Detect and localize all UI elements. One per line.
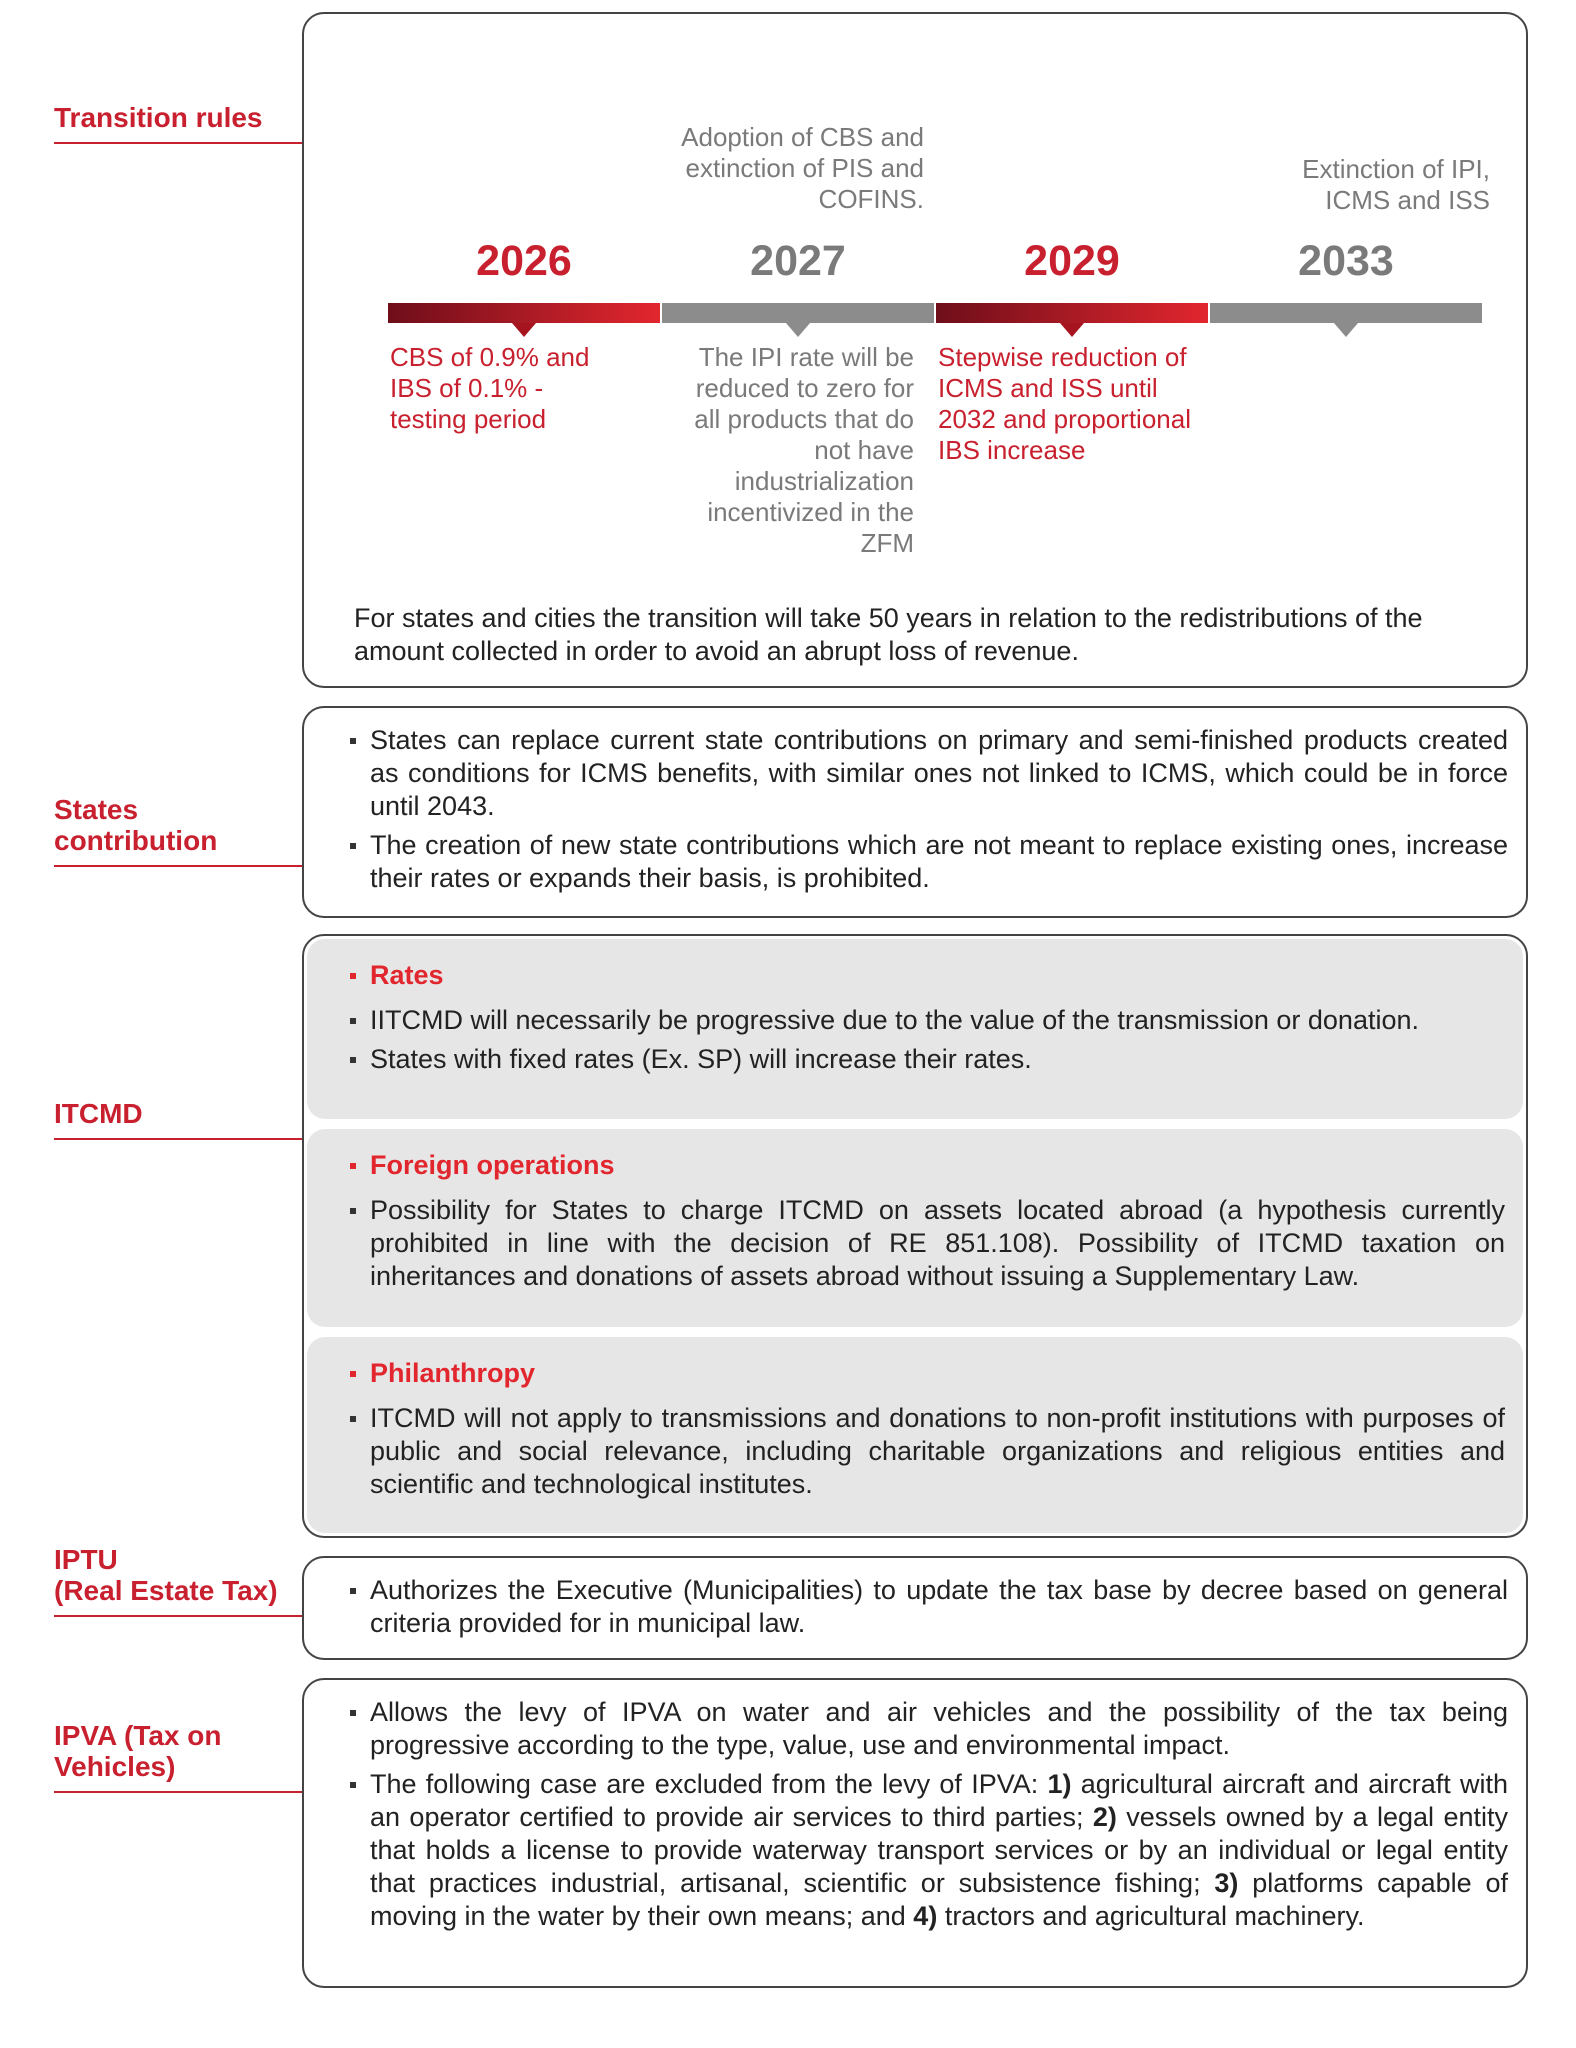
- transition-rules-box: [302, 12, 1528, 688]
- section-label-itcmd: [54, 1098, 302, 1140]
- itcmd-panel-rates: [307, 939, 1523, 1119]
- section-label-states-contribution: [54, 794, 302, 867]
- timeline-bar-2029: [936, 303, 1208, 323]
- list-item-number: 4): [913, 1901, 938, 1931]
- list-item-number: 1): [1047, 1769, 1072, 1799]
- states-bullet-list: [350, 724, 1508, 895]
- ipva-bullet-list: [350, 1696, 1508, 1933]
- timeline-marker: [512, 323, 536, 337]
- list-item-text: tractors and agricultural machinery.: [937, 1901, 1365, 1931]
- list-item-number: 3): [1214, 1868, 1239, 1898]
- timeline-note-2027: The IPI rate will be reduced to zero for all products that do not have industrialization incentivized in the ZFM: [694, 342, 914, 558]
- timeline-top-note-2033: Extinction of IPI, ICMS and ISS: [1302, 154, 1490, 215]
- iptu-bullet-list: [350, 1574, 1508, 1640]
- transition-footer-note: For states and cities the transition will take 50 years in relation to the redistributions of the amount collected in order to avoid an abrupt loss of revenue.: [354, 603, 1423, 666]
- list-item: Authorizes the Executive (Municipalities) to update the tax base by decree based on general criteria provided for in municipal law.: [350, 1574, 1508, 1640]
- section-label-line: (Real Estate Tax): [54, 1575, 278, 1606]
- timeline-marker: [1060, 323, 1084, 337]
- list-item: Allows the levy of IPVA on water and air vehicles and the possibility of the tax being progressive according to the type, value, use and environmental impact.: [350, 1696, 1508, 1762]
- section-label-iptu: [54, 1544, 302, 1617]
- iptu-box: [302, 1556, 1528, 1660]
- itcmd-box: [302, 934, 1528, 1538]
- timeline-marker: [786, 323, 810, 337]
- timeline-bar-2027: [662, 303, 934, 323]
- timeline-year-2026: 2026: [476, 237, 572, 285]
- itcmd-philanthropy-list: [350, 1357, 1505, 1501]
- list-item: ITCMD will not apply to transmissions and donations to non-profit institutions with purposes of public and social relevance, including charitable organizations and religious entities and scientific and technological institutes.: [350, 1402, 1505, 1501]
- itcmd-panel-foreign-operations: [307, 1129, 1523, 1327]
- states-contribution-box: [302, 706, 1528, 918]
- panel-title: Philanthropy: [350, 1357, 1505, 1390]
- section-label-transition-rules: [54, 102, 302, 144]
- timeline-bar-2033: [1210, 303, 1482, 323]
- list-item-text: The following case are excluded from the levy of IPVA:: [370, 1769, 1048, 1799]
- list-item: [350, 1768, 1508, 1933]
- section-label-ipva: [54, 1720, 302, 1793]
- timeline-year-2033: 2033: [1298, 237, 1394, 285]
- list-item-text: platforms capable of moving in the water by their own means; and: [370, 1868, 1508, 1931]
- list-item: States with fixed rates (Ex. SP) will increase their rates.: [350, 1043, 1505, 1076]
- panel-title: Foreign operations: [350, 1149, 1505, 1182]
- list-item-text: agricultural aircraft and aircraft with an operator certified to provide air services to third parties;: [370, 1769, 1508, 1832]
- itcmd-rates-list: [350, 959, 1505, 1076]
- section-label-text: States contribution: [54, 794, 218, 856]
- itcmd-foreign-list: [350, 1149, 1505, 1293]
- timeline-year-2027: 2027: [750, 237, 846, 285]
- itcmd-panel-philanthropy: [307, 1337, 1523, 1533]
- panel-title: Rates: [350, 959, 1505, 992]
- list-item: States can replace current state contributions on primary and semi-finished products created as conditions for ICMS benefits, with similar ones not linked to ICMS, which could be in force until 2043.: [350, 724, 1508, 823]
- ipva-box: [302, 1678, 1528, 1988]
- list-item: IITCMD will necessarily be progressive due to the value of the transmission or donation.: [350, 1004, 1505, 1037]
- section-label-text: Transition rules: [54, 102, 263, 133]
- timeline-bar-2026: [388, 303, 660, 323]
- list-item: The creation of new state contributions which are not meant to replace existing ones, increase their rates or expands their basis, is prohibited.: [350, 829, 1508, 895]
- list-item: Possibility for States to charge ITCMD on assets located abroad (a hypothesis currently prohibited in line with the decision of RE 851.108). Possibility of ITCMD taxation on inheritances and donations of assets abroad without issuing a Supplementary Law.: [350, 1194, 1505, 1293]
- list-item-text: vessels owned by a legal entity that holds a license to provide waterway transport services or by an individual or legal entity that practices industrial, artisanal, scientific or subsistence fishing;: [370, 1802, 1508, 1898]
- timeline-year-2029: 2029: [1024, 237, 1120, 285]
- section-label-line: IPTU: [54, 1544, 118, 1575]
- list-item-number: 2): [1092, 1802, 1117, 1832]
- section-label-text: ITCMD: [54, 1098, 143, 1129]
- timeline-marker: [1334, 323, 1358, 337]
- timeline-note-2029: Stepwise reduction of ICMS and ISS until 2032 and proportional IBS increase: [938, 342, 1191, 465]
- timeline-note-2026: CBS of 0.9% and IBS of 0.1% - testing period: [390, 342, 590, 434]
- timeline-top-note-2027: Adoption of CBS and extinction of PIS and COFINS.: [681, 122, 924, 214]
- section-label-text: IPVA (Tax on Vehicles): [54, 1720, 222, 1782]
